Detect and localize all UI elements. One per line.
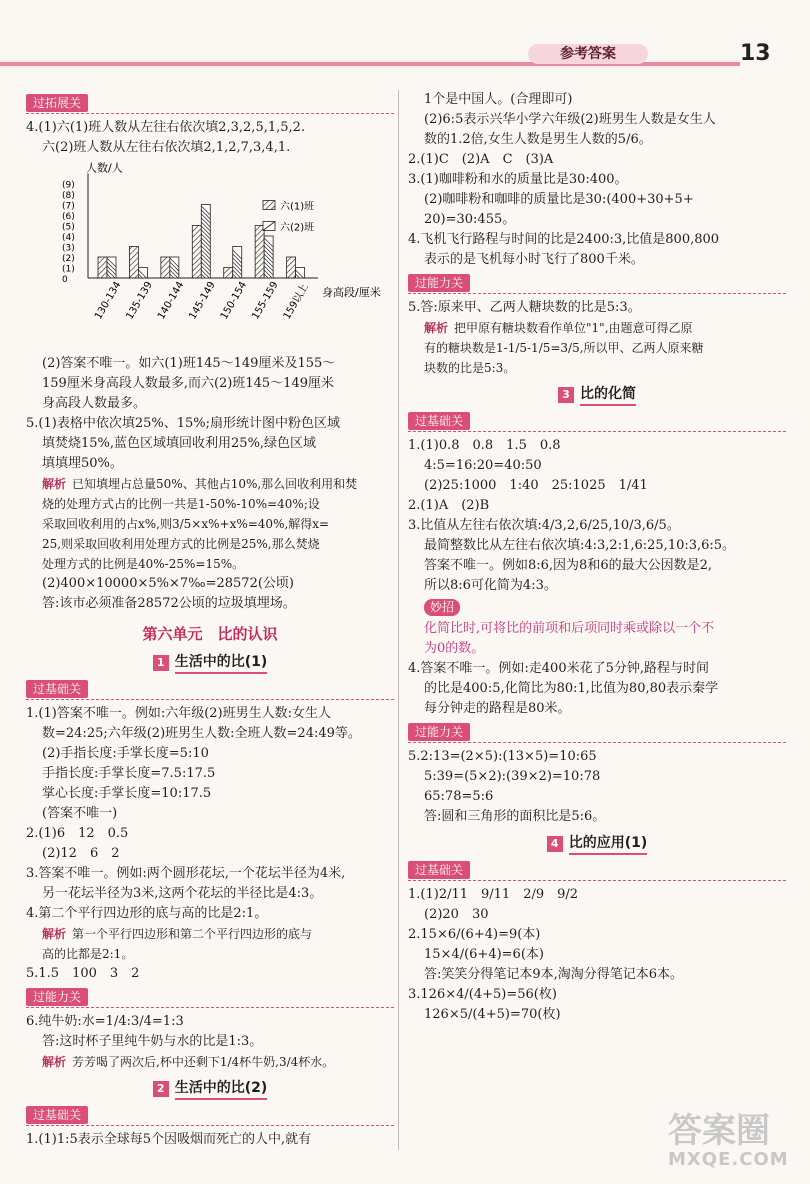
answer-label: 参考答案: [528, 44, 648, 64]
x-tick-label: 150-154: [218, 279, 250, 322]
tag-ability: 过能力关: [408, 274, 470, 292]
note-label: 解析: [42, 1055, 67, 1069]
bar-chart: [26, 160, 386, 350]
r-line: 每分钟走的路程是80米。: [424, 701, 571, 716]
r-line: 1个是中国人。(合理即可): [424, 92, 573, 107]
bar-class1: [287, 257, 296, 278]
r-line: 5.2:13=(2×5):(13×5)=10:65: [408, 749, 597, 764]
s1-q1: (2)手指长度:手掌长度=5:10: [42, 746, 209, 761]
r-line: 5:39=(5×2):(39×2)=10:78: [424, 769, 601, 784]
tag-ability: 过能力关: [26, 988, 88, 1006]
r-line: 4:5=16:20=40:50: [424, 458, 542, 473]
r-line: 126×5/(4+5)=70(枚): [424, 1007, 561, 1022]
r-line: 表示的是飞机每小时飞行了800千米。: [424, 252, 644, 267]
y-axis-label: 人数/人: [86, 161, 123, 175]
q5-a: 5.(1)表格中依次填25%、15%;扇形统计图中粉色区域: [26, 416, 340, 431]
section-title: 生活中的比(2): [175, 1078, 268, 1100]
r-line: 2.15×6/(6+4)=9(本): [408, 927, 541, 942]
watermark: [668, 1112, 798, 1172]
y-tick-label: (9): [62, 180, 75, 191]
section-title: 比的化简: [580, 384, 636, 406]
x-tick-label: 140-144: [155, 279, 187, 322]
s1-q6: 6.纯牛奶:水=1/4:3/4=1:3: [26, 1014, 184, 1029]
note-label: 解析: [42, 927, 67, 941]
bar-class1: [98, 257, 107, 278]
right-column: [408, 90, 786, 1025]
section-number: 4: [547, 836, 563, 852]
bar-class1: [255, 226, 264, 279]
r-line: 答案不唯一。例如8:6,因为8和6的最大公因数是2,: [424, 558, 712, 573]
note-line: 处理方式的比例是40%-25%=15%。: [42, 557, 245, 571]
s1-q3: 另一花坛半径为3米,这两个花坛的半径比是4:3。: [42, 886, 323, 901]
note-line: 把甲原有糖块数看作单位"1",由题意可得乙原: [454, 321, 693, 335]
unit-title: 第六单元 比的认识: [142, 625, 278, 643]
r-line: 4.答案不唯一。例如:走400米花了5分钟,路程与时间: [408, 661, 709, 676]
bar-class1: [192, 226, 201, 279]
note-line: 有的糖块数是1-1/5-1/5=3/5,所以甲、乙两人原来糖: [424, 341, 704, 355]
r-line: 答:笑笑分得笔记本9本,淘淘分得笔记本6本。: [424, 967, 684, 982]
s1-q3: 3.答案不唯一。例如:两个圆形花坛,一个花坛半径为4米,: [26, 866, 346, 881]
x-tick-label: 155-159: [250, 279, 281, 322]
r-line: 数的1.2倍,女生人数是男生人数的5/6。: [424, 132, 652, 147]
x-tick-label: 159以上: [281, 282, 311, 322]
bar-class2: [138, 268, 147, 279]
page-header: [0, 0, 810, 84]
note-line: 采取回收利用的占x%,则3/5×x%+x%=40%,解得x=: [42, 517, 330, 531]
section-heading-3: [408, 384, 786, 406]
note-label: 解析: [42, 477, 67, 491]
q5-b: 填焚烧15%,蓝色区域填回收利用25%,绿色区域: [42, 436, 317, 451]
r-line: 4.飞机飞行路程与时间的比是2400:3,比值是800,800: [408, 232, 720, 247]
r-line: 最简整数比从左往右依次填:4:3,2:1,6:25,10:3,6:5。: [424, 538, 736, 553]
q5-part2: (2)400×10000×5%×7‰=28572(公顷): [42, 576, 294, 591]
bar-class1: [161, 257, 170, 278]
q4-part2c: 身高段人数最多。: [42, 396, 147, 411]
section-title: 比的应用(1): [569, 833, 648, 855]
y-tick-label: (6): [62, 212, 75, 222]
section-heading-1: [26, 652, 394, 674]
note-label: 解析: [424, 321, 449, 335]
r-line: (2)咖啡粉和咖啡的质量比是30:(400+30+5+: [424, 192, 694, 207]
y-tick-label: (2): [62, 254, 75, 264]
legend-swatch-class1: [263, 201, 275, 210]
y-tick-label: (8): [62, 191, 75, 201]
note-line: 烧的处理方式占的比例一共是1-50%-10%=40%;设: [42, 497, 320, 511]
s1-q2: 2.(1)6 12 0.5: [26, 826, 129, 841]
q4-part2a: (2)答案不唯一。如六(1)班145～149厘米及155～: [42, 356, 336, 371]
legend-label-class1: 六(1)班: [280, 201, 315, 213]
r-line: 3.(1)咖啡粉和水的质量比是30:400。: [408, 172, 628, 187]
x-axis-label: 身高段/厘米: [322, 286, 381, 299]
note-line: 25,则采取回收利用处理方式的比例是25%,那么焚烧: [42, 537, 320, 551]
x-tick-label: 135-139: [124, 279, 155, 322]
r-line: 的比是400:5,化简比为80:1,比值为80,80表示秦学: [424, 681, 719, 696]
s1-q1: 手指长度:手掌长度=7.5:17.5: [42, 766, 216, 781]
note-line: 第一个平行四边形和第二个平行四边形的底与: [72, 927, 313, 941]
tag-basic: 过基础关: [408, 412, 470, 430]
q4-part1: 4.(1)六(1)班人数从左往右依次填2,3,2,5,1,5,2.: [26, 120, 306, 135]
s1-q1: 1.(1)答案不唯一。例如:六年级(2)班男生人数:女生人: [26, 706, 331, 721]
left-column: [26, 90, 394, 1150]
r-line: (2)20 30: [424, 907, 489, 922]
s1-q5: 5.1.5 100 3 2: [26, 966, 140, 981]
r-line: (2)25:1000 1:40 25:1025 1/41: [424, 478, 648, 493]
section-number: 2: [153, 1081, 169, 1097]
s1-q6-answer: 答:这时杯子里纯牛奶与水的比是1:3。: [42, 1034, 263, 1049]
x-tick-label: 145-149: [187, 279, 218, 322]
section-heading-2: [26, 1078, 394, 1100]
section-heading-4: [408, 833, 786, 855]
r-line: 答:圆和三角形的面积比是5:6。: [424, 809, 606, 824]
tip-line: 为0的数。: [424, 641, 485, 656]
s1-q2: (2)12 6 2: [42, 846, 120, 861]
r-line: (2)6:5表示兴华小学六年级(2)班男生人数是女生人: [424, 112, 716, 127]
page-number: 13: [740, 41, 771, 66]
r-line: 15×4/(6+4)=6(本): [424, 947, 544, 962]
watermark-line1: 答案圈: [668, 1111, 770, 1151]
bar-class1: [224, 268, 233, 279]
q4-part2b: 159厘米身高段人数最多,而六(2)班145～149厘米: [42, 376, 334, 391]
bar-class2: [296, 268, 305, 279]
q4-part1b: 六(2)班人数从左往右依次填2,1,2,7,3,4,1.: [42, 140, 291, 155]
r-line: 5.答:原来甲、乙两人糖块数的比是5:3。: [408, 300, 641, 315]
q5-c: 填填埋50%。: [42, 456, 123, 471]
s1-q1: 掌心长度:手掌长度=10:17.5: [42, 786, 212, 801]
r-line: 20)=30:455。: [424, 212, 516, 227]
note-line: 高的比都是2:1。: [42, 947, 134, 961]
q5-answer: 答:该市必须准备28572公顷的垃圾填埋场。: [42, 596, 296, 611]
y-tick-label: (5): [62, 222, 75, 233]
y-tick-label: 0: [62, 275, 68, 285]
tip-line: 化简比时,可将比的前项和后项同时乘或除以一个不: [424, 621, 715, 636]
x-tick-label: 130-134: [93, 279, 124, 322]
tag-basic: 过基础关: [26, 680, 88, 698]
r-line: 3.126×4/(4+5)=56(枚): [408, 987, 557, 1002]
r-line: 2.(1)C (2)A C (3)A: [408, 152, 554, 167]
tip-badge: 妙招: [424, 599, 460, 616]
y-tick-label: (1): [62, 264, 75, 275]
s2-q1: 1.(1)1:5表示全球每5个因吸烟而死亡的人中,就有: [26, 1132, 312, 1147]
tag-basic: 过基础关: [408, 861, 470, 879]
note-line: 块数的比是5:3。: [424, 361, 516, 375]
s1-q1: 数=24:25;六年级(2)班男生人数:全班人数=24:49等。: [42, 726, 361, 741]
tag-expand: 过拓展关: [26, 94, 88, 112]
column-divider: [398, 90, 399, 1150]
r-line: 所以8:6可化简为4:3。: [424, 578, 557, 593]
section-number: 3: [558, 387, 574, 403]
watermark-line2: MXQE.COM: [668, 1149, 789, 1170]
s1-q4: 4.第二个平行四边形的底与高的比是2:1。: [26, 906, 268, 921]
section-number: 1: [153, 655, 169, 671]
y-tick-label: (3): [62, 243, 75, 254]
s1-q1: (答案不唯一): [42, 806, 118, 821]
tag-basic: 过基础关: [26, 1106, 88, 1124]
bar-class1: [129, 247, 138, 279]
r-line: 1.(1)0.8 0.8 1.5 0.8: [408, 438, 561, 453]
r-line: 2.(1)A (2)B: [408, 498, 490, 513]
y-tick-label: (7): [62, 201, 75, 212]
legend-label-class2: 六(2)班: [280, 222, 315, 234]
note-line: 已知填埋占总量50%、其他占10%,那么回收利用和焚: [72, 477, 358, 491]
r-line: 65:78=5:6: [424, 789, 494, 804]
tag-ability: 过能力关: [408, 723, 470, 741]
r-line: 3.比值从左往右依次填:4/3,2,6/25,10/3,6/5。: [408, 518, 680, 533]
note-line: 芳芳喝了两次后,杯中还剩下1/4杯牛奶,3/4杯水。: [72, 1055, 335, 1069]
y-tick-label: (4): [62, 233, 75, 243]
r-line: 1.(1)2/11 9/11 2/9 9/2: [408, 887, 579, 902]
section-title: 生活中的比(1): [175, 652, 268, 674]
